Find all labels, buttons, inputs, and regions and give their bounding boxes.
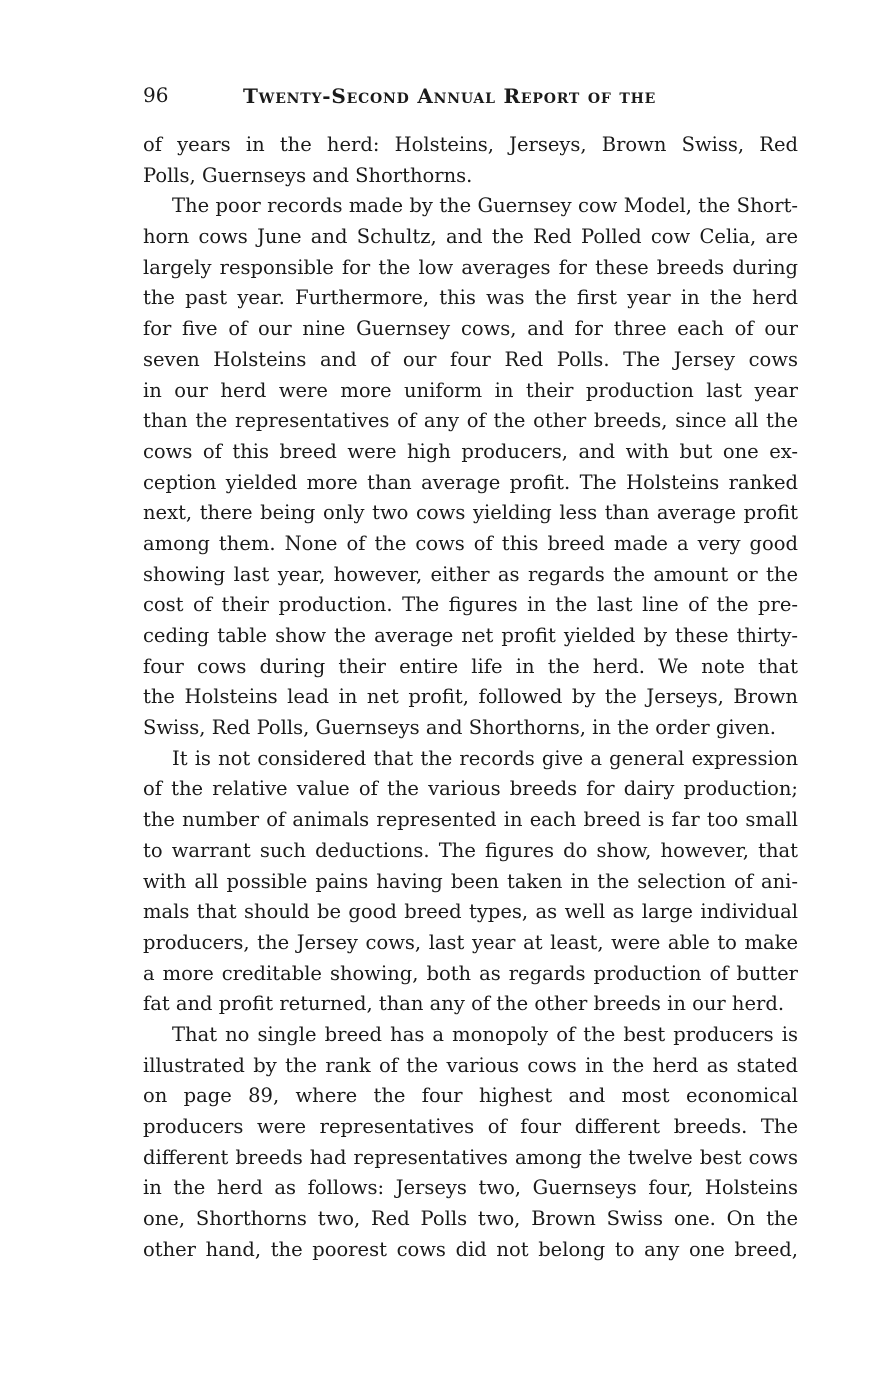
text-line: producers, the Jersey cows, last year at least, were able to make [143,930,798,954]
text-line: mals that should be good breed types, as well as large individual [143,900,798,924]
text-line: seven Holsteins and of our four Red Polls. The Jersey cows [143,347,798,371]
text-line: illustrated by the rank of the various cows in the herd as stated [143,1053,798,1077]
text-line: to warrant such deductions. The figures do show, however, that [143,838,798,862]
body-text [143,130,798,1265]
page-number: 96 [143,83,169,107]
text-line: That no single breed has a monopoly of the best producers is [172,1022,798,1046]
text-line: Swiss, Red Polls, Guernseys and Shorthorns, in the order given. [143,716,776,740]
text-line: among them. None of the cows of this breed made a very good [143,531,798,555]
text-line: the number of animals represented in each breed is far too small [143,808,798,832]
paragraph-no-monopoly [143,1020,798,1266]
text-line: cows of this breed were high producers, and with but one ex- [143,439,798,463]
text-line: in our herd were more uniform in their production last year [143,378,798,402]
text-line: other hand, the poorest cows did not belong to any one breed, [143,1237,798,1261]
text-line: producers were representatives of four different breeds. The [143,1115,798,1138]
text-line: for five of our nine Guernsey cows, and for three each of our [143,317,798,341]
text-line: horn cows June and Schultz, and the Red Polled cow Celia, are [143,225,798,249]
text-line: four cows during their entire life in the herd. We note that [143,654,798,678]
text-line: cost of their production. The figures in the last line of the pre- [143,593,798,617]
text-line: on page 89, where the four highest and most economical [143,1084,798,1108]
text-line: next, there being only two cows yielding less than average profit [143,501,798,525]
page-header [143,80,703,116]
running-head: Twenty-Second Annual Report of the [243,84,657,108]
text-line: with all possible pains having been taken in the selection of ani- [143,869,798,893]
paragraph-relative-value [143,744,798,1020]
text-line: in the herd as follows: Jerseys two, Guernseys four, Holsteins [143,1176,798,1200]
text-line: Polls, Guernseys and Shorthorns. [143,163,473,187]
text-line: It is not considered that the records give a general expression [172,746,798,770]
text-line: ceding table show the average net profit yielded by these thirty- [143,624,798,647]
text-line: showing last year, however, either as regards the amount or the [143,562,798,586]
paragraph-breed-records [143,191,798,743]
text-line: The poor records made by the Guernsey cow Model, the Short- [172,194,798,218]
text-line: than the representatives of any of the other breeds, since all the [143,409,798,433]
text-line: different breeds had representatives among the twelve best cows [143,1145,798,1169]
text-line: of the relative value of the various breeds for dairy production; [143,777,798,801]
text-line: the Holsteins lead in net profit, followed by the Jerseys, Brown [143,685,798,709]
text-line: largely responsible for the low averages for these breeds during [143,255,798,279]
text-line: a more creditable showing, both as regards production of butter [143,961,798,985]
text-line: the past year. Furthermore, this was the first year in the herd [143,286,798,310]
text-line: ception yielded more than average profit. The Holsteins ranked [143,470,798,494]
text-line: one, Shorthorns two, Red Polls two, Brown Swiss one. On the [143,1207,798,1231]
text-line: of years in the herd: Holsteins, Jerseys, Brown Swiss, Red [143,133,798,156]
text-line: fat and profit returned, than any of the other breeds in our herd. [143,992,785,1016]
paragraph-continuation [143,130,798,191]
